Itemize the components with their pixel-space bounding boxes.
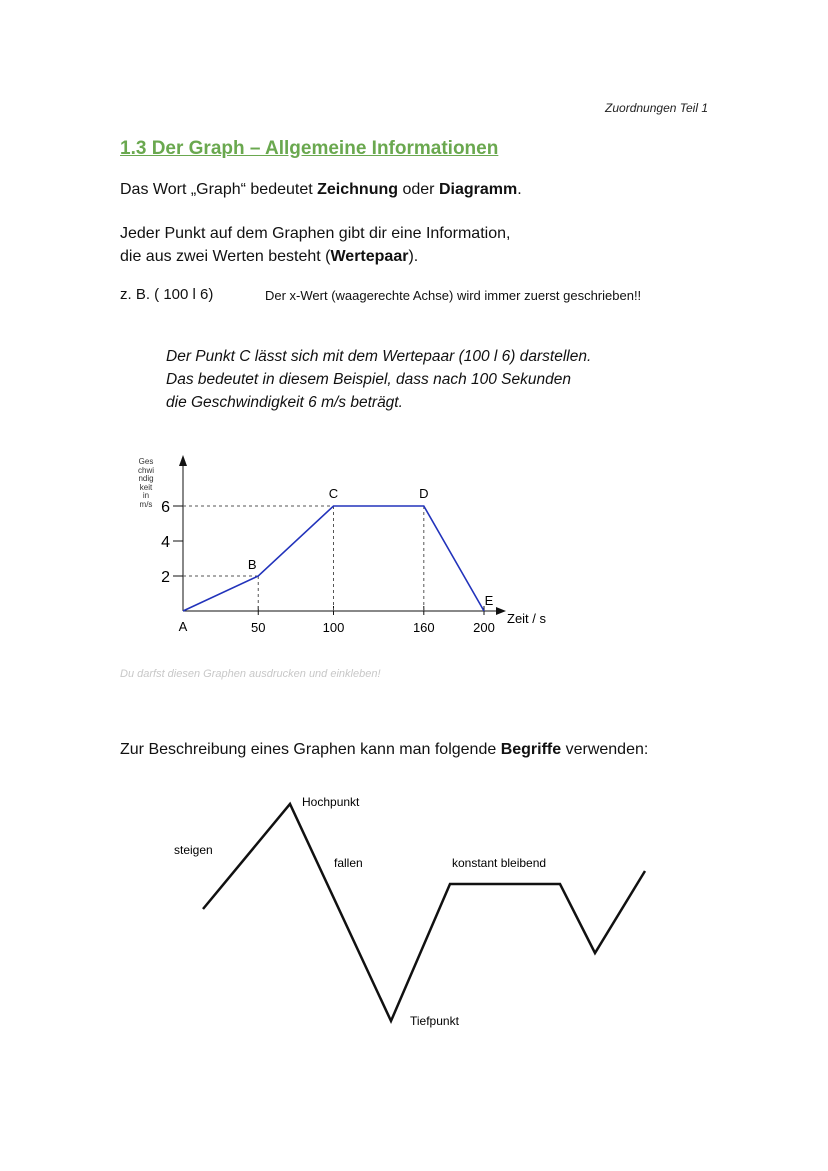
p2-line1: Jeder Punkt auf dem Graphen gibt dir eine Information, [120,225,511,242]
italic-explanation [166,345,591,414]
point-label-b: B [247,557,257,572]
page-header: Zuordnungen Teil 1 [605,101,708,115]
p2-bold-wertepaar: Wertepaar [330,248,409,265]
ital-line1: Der Punkt C lässt sich mit dem Wertepaar (100 l 6) darstellen. [166,348,592,365]
speed-time-chart [0,440,600,650]
p1-bold-diagramm: Diagramm [438,181,518,198]
speed-line [183,506,484,611]
ital-line2: Das bedeutet in diesem Beispiel, dass nach 100 Sekunden [166,371,571,388]
x-axis-arrow [496,607,506,615]
y-axis-label: Geschwindigkeit in m/s [138,457,155,509]
x-tick-label: 160 [412,620,435,635]
print-hint: Du darfst diesen Graphen ausdrucken und einkleben! [120,668,381,680]
y-tick-label: 6 [161,499,170,516]
p2-line2-suffix: ). [408,248,419,265]
point-label-e: E [484,593,494,608]
p3-suffix: verwenden: [561,741,649,758]
p3-bold-begriffe: Begriffe [500,741,562,758]
p2-line2-prefix: die aus zwei Werten besteht ( [120,248,331,265]
example-label: z. B. ( 100 l 6) [120,286,214,303]
term-tiefpunkt: Tiefpunkt [410,1014,459,1028]
point-label-a: A [178,619,188,634]
section-title: 1.3 Der Graph – Allgemeine Informationen [120,138,499,159]
term-konstant: konstant bleibend [452,856,547,870]
y-tick-label: 4 [161,534,170,551]
ital-line3: die Geschwindigkeit 6 m/s beträgt. [166,394,403,411]
point-info-paragraph [120,222,510,268]
terms-paragraph [120,741,648,759]
graph-definition-paragraph [120,181,522,199]
terms-curve [203,804,645,1021]
p1-bold-zeichnung: Zeichnung [317,181,399,198]
x-tick-label: 50 [251,620,266,635]
x-axis-label: Zeit / s [507,611,547,626]
example-note: Der x-Wert (waagerechte Achse) wird immer zuerst geschrieben!! [265,288,642,303]
term-hochpunkt: Hochpunkt [302,795,360,809]
x-tick-label: 200 [473,620,495,635]
terms-diagram [0,780,700,1040]
point-label-d: D [419,486,429,501]
p1-prefix: Das Wort „Graph“ bedeutet [120,181,318,198]
p1-mid: oder [398,181,439,198]
y-axis-arrow [179,455,187,466]
point-label-c: C [328,486,339,501]
term-steigen: steigen [174,843,213,857]
p2-line2 [120,245,510,268]
p1-suffix: . [517,181,522,198]
x-tick-label: 100 [322,620,345,635]
y-tick-label: 2 [161,569,170,586]
p3-prefix: Zur Beschreibung eines Graphen kann man folgende [120,741,501,758]
term-fallen: fallen [334,856,363,870]
